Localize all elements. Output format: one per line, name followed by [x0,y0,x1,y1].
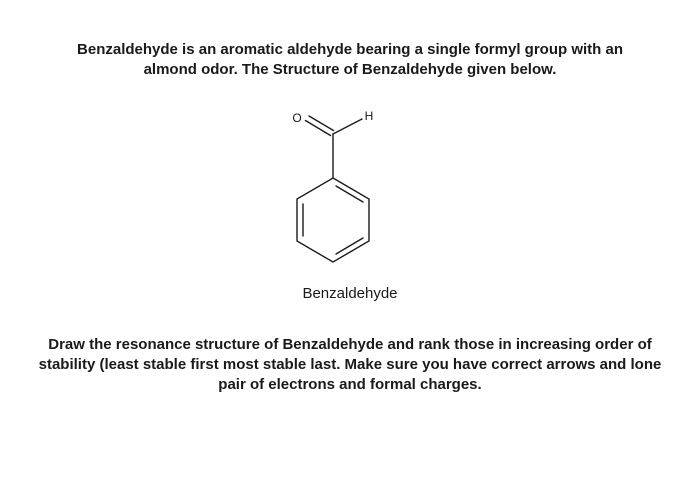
question-line-1: Draw the resonance structure of Benzaldehyde and rank those in increasing order of [48,336,652,353]
question-text [20,335,680,395]
benzene-ring [297,178,369,262]
intro-line-2: almond odor. The Structure of Benzaldehyde given below. [143,61,557,78]
hydrogen-atom-label: H [364,109,374,123]
carbonyl-bond-inner [309,116,334,131]
structure-drawing [270,100,430,275]
oxygen-atom-label: O [292,111,302,125]
question-line-2: stability (least stable first most stable last. Make sure you have correct arrows and lone [38,356,662,373]
structure-caption: Benzaldehyde [302,285,398,302]
intro-text [40,40,660,80]
carbonyl-bond-outer [306,121,331,136]
benzaldehyde-structure [270,100,430,275]
intro-line-1: Benzaldehyde is an aromatic aldehyde bearing a single formyl group with an [77,41,623,58]
aldehyde-h-bond [333,119,362,134]
question-line-3: pair of electrons and formal charges. [218,376,482,393]
